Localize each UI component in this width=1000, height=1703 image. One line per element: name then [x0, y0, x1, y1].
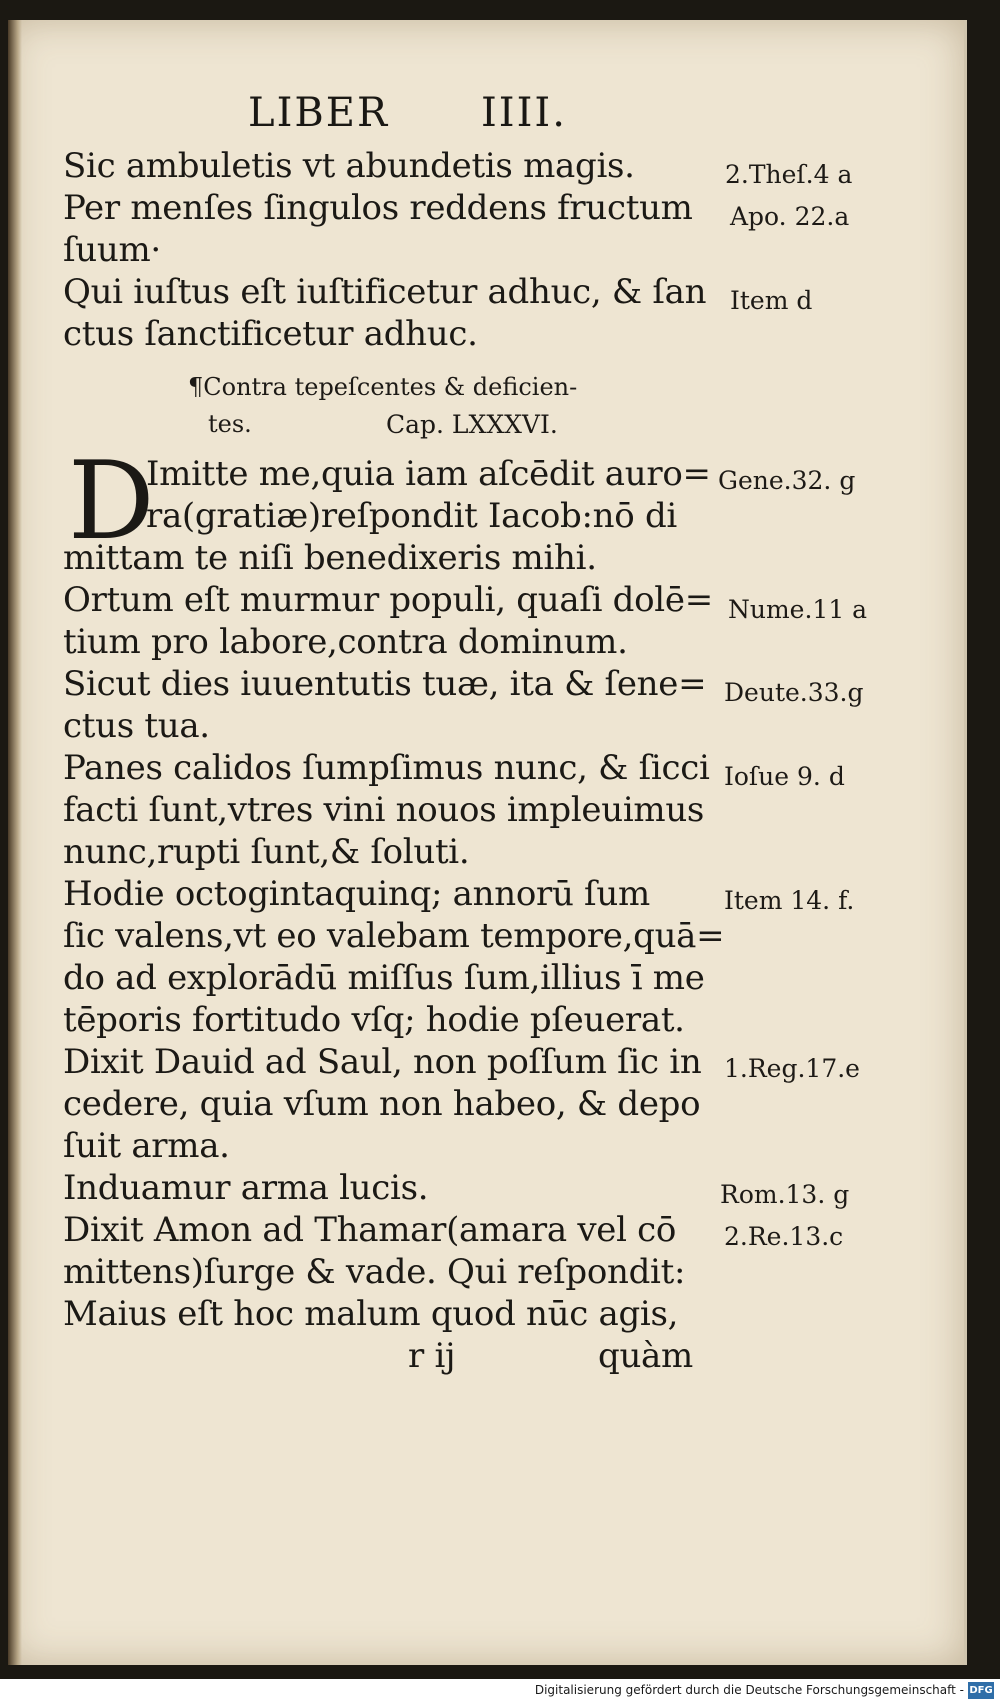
text-line: Panes calidos ſumpſimus nunc, & ſicci [63, 748, 710, 788]
text-line: Maius eſt hoc malum quod nūc agis, [63, 1294, 679, 1334]
margin-reference: Ioſue 9. d [724, 762, 845, 791]
header-liber: LIBER [248, 90, 390, 136]
text-line: ſuum· [63, 230, 161, 270]
header-book-number: IIII. [481, 90, 567, 136]
running-header [8, 90, 964, 150]
text-line: Per menſes ſingulos reddens fructum [63, 188, 693, 228]
text-line: Sicut dies iuuentutis tuæ, ita & ſene= [63, 664, 707, 704]
margin-reference: Nume.11 a [728, 595, 868, 624]
text-line: nunc,rupti ſunt,& ſoluti. [63, 832, 470, 872]
text-line: Qui iuſtus eſt iuſtificetur adhuc, & ſan [63, 272, 707, 312]
text-line: ſic valens,vt eo valebam tempore,quā= [63, 916, 725, 956]
footer-credit: Digitalisierung gefördert durch die Deutsche Forschungsgemeinschaft - [534, 1683, 964, 1697]
margin-reference: 2.Theſ.4 a [725, 160, 853, 189]
page-binding-edge [8, 20, 22, 1665]
signature-mark: r ij [408, 1336, 456, 1376]
drop-capital: D [68, 439, 155, 564]
text-line: Ortum eſt murmur populi, quaſi dolē= [63, 580, 713, 620]
margin-reference: Item 14. f. [724, 886, 855, 915]
text-line: tēporis fortitudo vſq; hodie pſeuerat. [63, 1000, 685, 1040]
text-line: mittens)ſurge & vade. Qui reſpondit: [63, 1252, 686, 1292]
text-line: ſuit arma. [63, 1126, 230, 1166]
text-line: tium pro labore,contra dominum. [63, 622, 628, 662]
digitization-footer [0, 1679, 1000, 1703]
text-line: ctus tua. [63, 706, 210, 746]
dfg-logo: DFG [968, 1682, 994, 1699]
margin-reference: 2.Re.13.c [724, 1222, 844, 1251]
text-line: facti ſunt,vtres vini nouos impleuimus [63, 790, 705, 830]
margin-reference: Deute.33.g [724, 678, 864, 707]
text-line: Hodie octogintaquinq; annorū ſum [63, 874, 650, 914]
chapter-rubric-line2: tes. [208, 410, 252, 438]
text-line: mittam te niſi benedixeris mihi. [63, 538, 597, 578]
margin-reference: Rom.13. g [720, 1180, 850, 1209]
book-page [8, 20, 967, 1665]
text-line: ctus ſanctificetur adhuc. [63, 314, 478, 354]
text-line: ra(gratiæ)reſpondit Iacob:nō di [146, 496, 677, 536]
chapter-number: Cap. LXXXVI. [386, 410, 558, 439]
text-line: cedere, quia vſum non habeo, & depo [63, 1084, 701, 1124]
text-line: Induamur arma lucis. [63, 1168, 429, 1208]
text-line: Dixit Dauid ad Saul, non poſſum ſic in [63, 1042, 702, 1082]
text-line: do ad explorādū miſſus ſum,illius ī me [63, 958, 705, 998]
text-line: Imitte me,quia iam aſcēdit auro= [146, 454, 711, 494]
margin-reference: Gene.32. g [718, 466, 856, 495]
catchword: quàm [598, 1336, 693, 1376]
margin-reference: Apo. 22.a [730, 202, 850, 231]
margin-reference: 1.Reg.17.e [724, 1054, 860, 1083]
text-line: Sic ambuletis vt abundetis magis. [63, 146, 635, 186]
margin-reference: Item d [730, 286, 813, 315]
text-line: Dixit Amon ad Thamar(amara vel cō [63, 1210, 677, 1250]
chapter-rubric-line1: ¶Contra tepeſcentes & deficien- [188, 373, 578, 401]
